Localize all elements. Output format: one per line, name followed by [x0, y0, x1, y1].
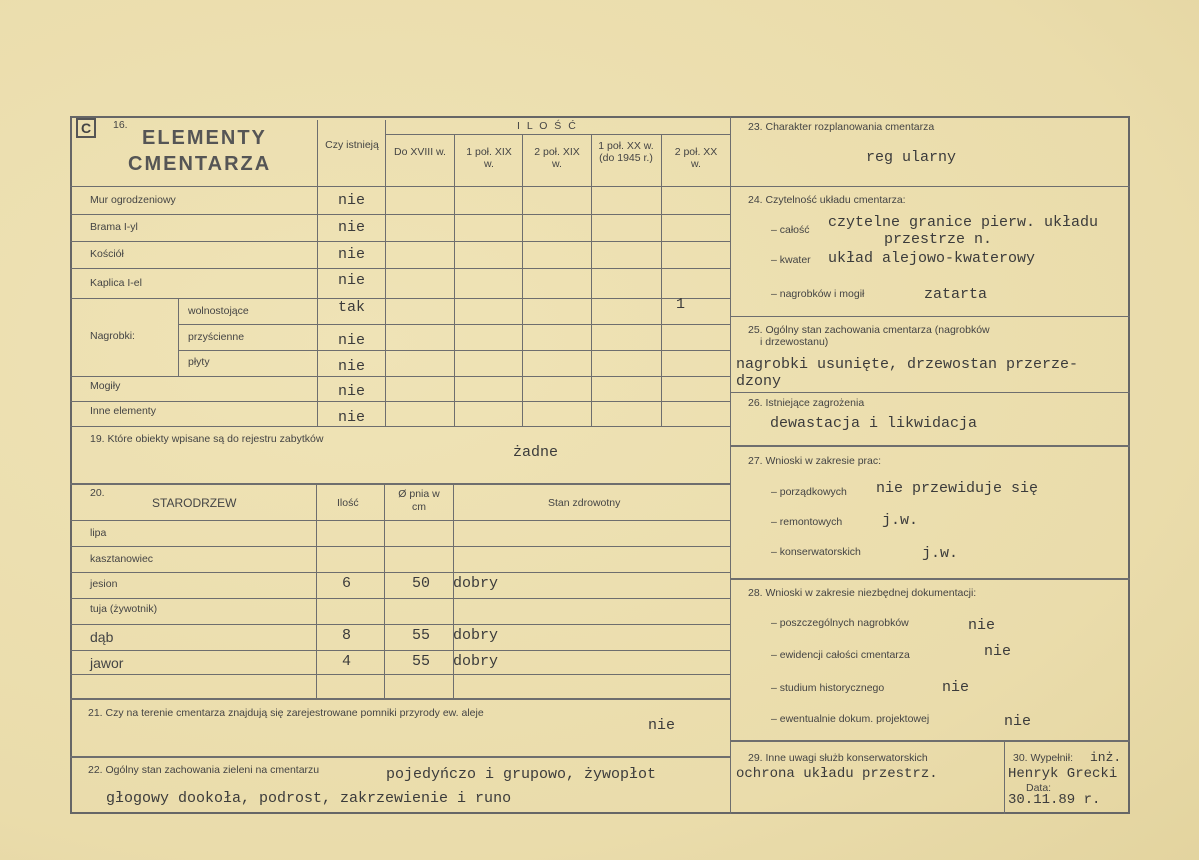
element-value: nie: [338, 219, 366, 236]
s24-label: 24. Czytelność układu cmentarza:: [748, 194, 906, 206]
tree-state: dobry: [453, 627, 499, 644]
col-stan: Stan zdrowotny: [548, 497, 621, 509]
element-late20: 1: [676, 296, 686, 313]
grid-line: [178, 350, 730, 351]
element-value: nie: [338, 332, 366, 349]
header-czy-istnieja: Czy istnieją: [325, 139, 379, 151]
s29-label: 29. Inne uwagi służb konserwatorskich: [748, 752, 928, 764]
s20-title: STARODRZEW: [152, 496, 237, 510]
tree-diameter: 55: [412, 627, 431, 644]
s29-value: ochrona układu przestrz.: [736, 766, 938, 782]
s30-date-label: Data:: [1026, 782, 1052, 794]
s20-number: 20.: [90, 487, 105, 499]
grid-line: [70, 426, 730, 427]
title-line-2: CMENTARZA: [128, 153, 272, 175]
tree-state: dobry: [453, 575, 499, 592]
element-label: wolnostojące: [188, 305, 249, 317]
grid-line: [70, 546, 730, 547]
grid-line: [70, 520, 730, 521]
s19-label: 19. Które obiekty wpisane są do rejestru zabytków: [90, 433, 324, 445]
s28-item-value: nie: [1004, 713, 1032, 730]
tree-name: kasztanowiec: [90, 553, 154, 565]
s27-item-label: – remontowych: [771, 516, 843, 528]
grid-line: [384, 483, 385, 698]
s22-label: 22. Ogólny stan zachowania zieleni na cmentarzu: [88, 764, 320, 776]
tree-name: jesion: [90, 578, 118, 590]
element-value: nie: [338, 358, 366, 375]
s30-value-1: inż.: [1090, 750, 1122, 765]
grid-line: [454, 134, 455, 426]
grid-line: [730, 316, 1130, 317]
s28-item-label: – poszczególnych nagrobków: [771, 617, 909, 629]
grid-line: [70, 624, 730, 625]
grid-line: [178, 298, 179, 376]
grid-line: [70, 756, 730, 758]
grid-line: [70, 241, 730, 242]
s28-item-label: – studium historycznego: [771, 682, 885, 694]
grid-line: [70, 674, 730, 675]
grid-line: [70, 186, 730, 187]
element-label: przyścienne: [188, 331, 245, 343]
grid-line: [70, 268, 730, 269]
tree-count: 6: [342, 575, 352, 592]
tree-count: 4: [342, 653, 352, 670]
grid-line: [522, 134, 523, 426]
period-header: 1 poł. XIX w.: [466, 146, 512, 170]
s24-calosc-value-2: przestrze n.: [884, 231, 993, 248]
grid-line: [385, 120, 386, 426]
title-line-1: ELEMENTY: [142, 127, 267, 149]
s28-label: 28. Wnioski w zakresie niezbędnej dokumentacji:: [748, 587, 977, 599]
period-header: 2 poł. XIX w.: [534, 146, 580, 170]
s25-label-2: i drzewostanu): [760, 336, 829, 348]
grid-line: [70, 598, 730, 599]
grid-line: [178, 324, 730, 325]
tree-state: dobry: [453, 653, 499, 670]
element-label: Kaplica I-el: [90, 277, 142, 289]
element-label: Mur ogrodzeniowy: [90, 194, 176, 206]
s19-value: żadne: [513, 444, 559, 461]
element-value: nie: [338, 246, 366, 263]
grid-line: [1004, 740, 1005, 814]
s28-item-label: – ewentualnie dokum. projektowej: [771, 713, 930, 725]
grid-line: [70, 698, 730, 700]
s27-label: 27. Wnioski w zakresie prac:: [748, 455, 882, 467]
s28-item-value: nie: [968, 617, 996, 634]
grid-line: [70, 376, 730, 377]
element-value: nie: [338, 409, 366, 426]
s28-item-value: nie: [984, 643, 1012, 660]
col-pnia: Ø pnia w cm: [398, 488, 440, 513]
tree-name: lipa: [90, 527, 107, 539]
grid-line: [386, 134, 730, 135]
grid-line: [70, 650, 730, 651]
col-ilosc: Ilość: [337, 497, 359, 509]
grid-line: [591, 134, 592, 426]
grid-line: [70, 483, 730, 485]
period-header: Do XVIII w.: [394, 146, 446, 158]
s23-value: reg ularny: [866, 149, 957, 166]
tree-name: jawor: [90, 655, 124, 671]
grid-line: [317, 120, 318, 426]
tree-diameter: 50: [412, 575, 431, 592]
s30-date-value: 30.11.89 r.: [1008, 792, 1101, 808]
s24-kwater-value: układ alejowo-kwaterowy: [828, 250, 1036, 267]
grid-line: [730, 186, 1130, 187]
tree-count: 8: [342, 627, 352, 644]
s25-value-1: nagrobki usunięte, drzewostan przerze-: [736, 356, 1079, 373]
s30-value-2: Henryk Grecki: [1008, 766, 1118, 782]
s26-value: dewastacja i likwidacja: [770, 415, 978, 432]
s21-label: 21. Czy na terenie cmentarza znajdują się zarejestrowane pomniki przyrody ew. aleje: [88, 707, 484, 719]
grid-line: [70, 214, 730, 215]
s26-label: 26. Istniejące zagrożenia: [748, 397, 865, 409]
period-header: 1 poł. XX w. (do 1945 r.): [598, 140, 654, 164]
grid-line: [316, 483, 317, 698]
s27-item-label: – porządkowych: [771, 486, 847, 498]
s21-value: nie: [648, 717, 676, 734]
element-label: Kościół: [90, 248, 124, 260]
element-label: Inne elementy: [90, 405, 156, 417]
grid-line: [70, 572, 730, 573]
s24-calosc-value-1: czytelne granice pierw. układu: [828, 214, 1099, 231]
grid-line: [730, 578, 1130, 580]
tree-name: dąb: [90, 629, 114, 645]
section-number: 16.: [113, 119, 128, 131]
grid-line: [730, 392, 1130, 393]
element-value: tak: [338, 299, 366, 316]
s28-item-value: nie: [942, 679, 970, 696]
s25-label-1: 25. Ogólny stan zachowania cmentarza (nagrobków: [748, 324, 990, 336]
s27-item-label: – konserwatorskich: [771, 546, 861, 558]
tree-name: tuja (żywotnik): [90, 603, 158, 615]
column-divider: [730, 116, 731, 814]
grid-line: [730, 740, 1130, 742]
element-label: płyty: [188, 356, 210, 368]
element-value: nie: [338, 383, 366, 400]
s27-item-value: j.w.: [922, 545, 959, 562]
s27-item-value: nie przewiduje się: [876, 480, 1039, 497]
s24-kwater-label: – kwater: [771, 254, 811, 266]
tree-diameter: 55: [412, 653, 431, 670]
s22-value-2: głogowy dookoła, podrost, zakrzewienie i runo: [106, 790, 512, 807]
s27-item-value: j.w.: [882, 512, 919, 529]
grid-line: [70, 298, 730, 299]
s30-label: 30. Wypełnił:: [1013, 752, 1074, 764]
element-value: nie: [338, 272, 366, 289]
grid-line: [730, 445, 1130, 447]
s24-nagrobkow-label: – nagrobków i mogił: [771, 288, 865, 300]
nagrobki-label: Nagrobki:: [90, 330, 135, 342]
badge-c: C: [76, 118, 96, 138]
element-label: Brama I-yl: [90, 221, 138, 233]
header-ilosc: I L O Ś Ć: [517, 120, 578, 132]
period-header: 2 poł. XX w.: [674, 146, 718, 170]
grid-line: [70, 401, 730, 402]
s25-value-2: dzony: [736, 373, 782, 390]
s22-value-1: pojedyńczo i grupowo, żywopłot: [386, 766, 657, 783]
s28-item-label: – ewidencji całości cmentarza: [771, 649, 910, 661]
s24-nagrobkow-value: zatarta: [924, 286, 988, 303]
element-value: nie: [338, 192, 366, 209]
s23-label: 23. Charakter rozplanowania cmentarza: [748, 121, 935, 133]
element-label: Mogiły: [90, 380, 121, 392]
s24-calosc-label: – całość: [771, 224, 810, 236]
grid-line: [661, 134, 662, 426]
